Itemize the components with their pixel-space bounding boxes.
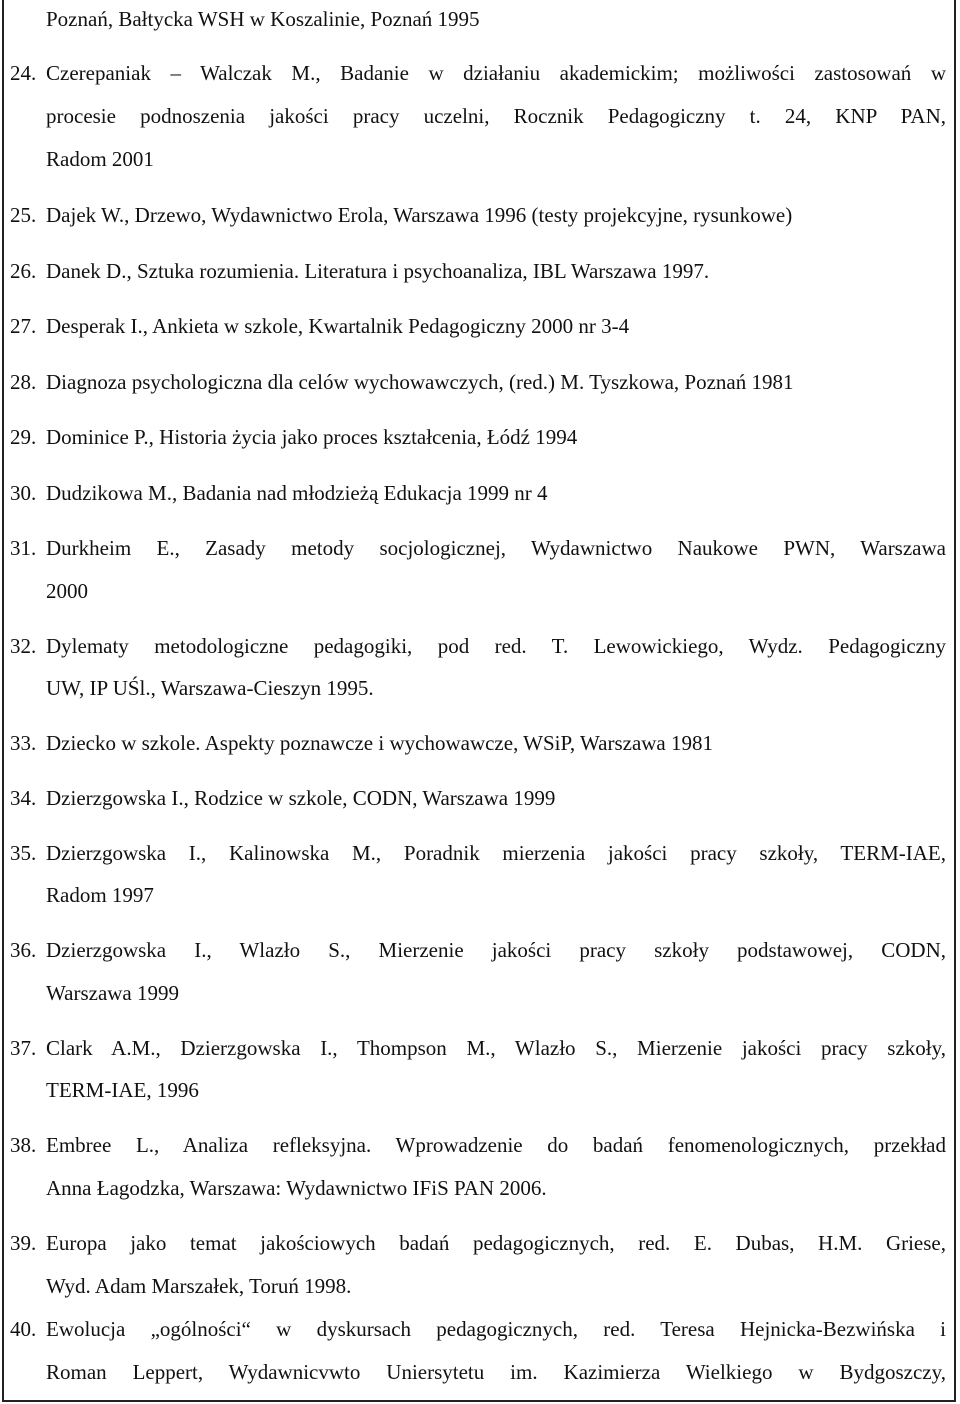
entry-number: 24. (10, 61, 37, 85)
entry-number: 40. (10, 1317, 37, 1341)
entry-number: 36. (10, 938, 37, 962)
entry-text: Dajek W., Drzewo, Wydawnictwo Erola, Warszawa 1996 (testy projekcyjne, rysunkowe) (46, 203, 793, 227)
entry-text: Warszawa 1999 (46, 981, 180, 1005)
entry-text: Dominice P., Historia życia jako proces kształcenia, Łódź 1994 (46, 425, 578, 449)
entry-text: Czerepaniak – Walczak M., Badanie w działaniu akademickim; możliwości zastosowań w (46, 61, 946, 85)
entry-number: 30. (10, 481, 37, 505)
entry-text: UW, IP UŚl., Warszawa-Cieszyn 1995. (46, 676, 374, 700)
entry-text: Dudzikowa M., Badania nad młodzieżą Edukacja 1999 nr 4 (46, 481, 548, 505)
entry-text: Diagnoza psychologiczna dla celów wychowawczych, (red.) M. Tyszkowa, Poznań 1981 (46, 370, 794, 394)
entry-number: 25. (10, 203, 37, 227)
entry-text: Dzierzgowska I., Rodzice w szkole, CODN, Warszawa 1999 (46, 786, 556, 810)
entry-text: Dylematy metodologiczne pedagogiki, pod red. T. Lewowickiego, Wydz. Pedagogiczny (46, 634, 946, 658)
entry-number: 27. (10, 314, 37, 338)
entry-text: TERM-IAE, 1996 (46, 1078, 199, 1102)
entry-text: Europa jako temat jakościowych badań pedagogicznych, red. E. Dubas, H.M. Griese, (46, 1231, 946, 1255)
entry-number: 37. (10, 1036, 37, 1060)
entry-text: Clark A.M., Dzierzgowska I., Thompson M., Wlazło S., Mierzenie jakości pracy szkoły, (46, 1036, 946, 1060)
entry-text: Wyd. Adam Marszałek, Toruń 1998. (46, 1274, 352, 1298)
entry-number: 31. (10, 536, 37, 560)
entry-text: Durkheim E., Zasady metody socjologicznej, Wydawnictwo Naukowe PWN, Warszawa (46, 536, 946, 560)
entry-text: procesie podnoszenia jakości pracy uczelni, Rocznik Pedagogiczny t. 24, KNP PAN, (46, 104, 946, 128)
entry-continuation: Poznań, Bałtycka WSH w Koszalinie, Poznań 1995 (46, 7, 480, 31)
entry-text: Radom 2001 (46, 147, 154, 171)
entry-number: 29. (10, 425, 37, 449)
entry-text: Anna Łagodzka, Warszawa: Wydawnictwo IFiS PAN 2006. (46, 1176, 547, 1200)
entry-number: 33. (10, 731, 37, 755)
entry-text: Dziecko w szkole. Aspekty poznawcze i wychowawcze, WSiP, Warszawa 1981 (46, 731, 713, 755)
entry-text: Roman Leppert, Wydawnicvwto Uniersytetu im. Kazimierza Wielkiego w Bydgoszczy, (46, 1360, 946, 1384)
entry-number: 34. (10, 786, 37, 810)
entry-number: 28. (10, 370, 37, 394)
entry-number: 35. (10, 841, 37, 865)
entry-text: Desperak I., Ankieta w szkole, Kwartalnik Pedagogiczny 2000 nr 3-4 (46, 314, 630, 338)
entry-number: 32. (10, 634, 37, 658)
entry-text: Embree L., Analiza refleksyjna. Wprowadzenie do badań fenomenologicznych, przekład (46, 1133, 946, 1157)
entry-text: 2000 (46, 579, 88, 603)
entry-text: Dzierzgowska I., Wlazło S., Mierzenie jakości pracy szkoły podstawowej, CODN, (46, 938, 946, 962)
entry-number: 39. (10, 1231, 37, 1255)
entry-number: 26. (10, 259, 37, 283)
entry-text: Danek D., Sztuka rozumienia. Literatura i psychoanaliza, IBL Warszawa 1997. (46, 259, 710, 283)
entry-text: Dzierzgowska I., Kalinowska M., Poradnik mierzenia jakości pracy szkoły, TERM-IAE, (46, 841, 946, 865)
entry-number: 38. (10, 1133, 37, 1157)
entry-text: Ewolucja „ogólności“ w dyskursach pedagogicznych, red. Teresa Hejnicka-Bezwińska i (46, 1317, 946, 1341)
entry-text: Radom 1997 (46, 883, 154, 907)
